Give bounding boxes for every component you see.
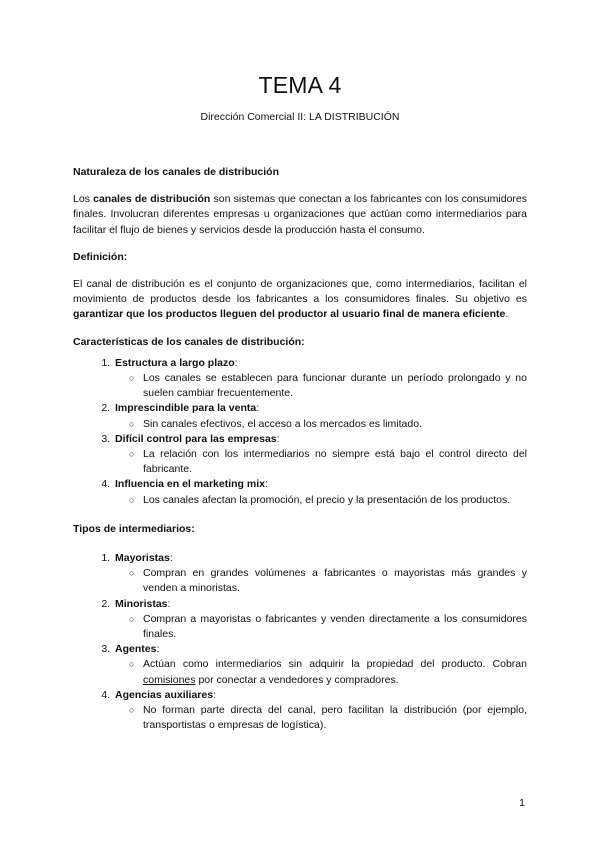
section-heading-definicion: Definición: xyxy=(73,250,128,263)
sub-list xyxy=(115,657,527,687)
list-item xyxy=(113,551,527,597)
text-run: por conectar a vendedores y compradores. xyxy=(195,673,399,686)
list-item xyxy=(113,401,527,431)
item-label: Agentes xyxy=(115,643,157,656)
text-run: . xyxy=(505,308,509,321)
item-label: Imprescindible para la venta xyxy=(115,402,257,415)
list-item xyxy=(113,688,527,734)
list-item xyxy=(113,642,527,688)
sub-list-item: ○ La relación con los intermediarios no siempre está bajo el control directo del fabricante. xyxy=(143,447,527,477)
text-run: Actúan como intermediarios sin adquirir la propiedad del producto. Cobran xyxy=(143,658,527,671)
list-item xyxy=(113,477,527,507)
list-caracteristicas xyxy=(73,356,527,508)
item-suffix: : xyxy=(256,402,260,415)
sub-list xyxy=(115,493,527,508)
sub-list xyxy=(115,612,527,642)
paragraph-naturaleza xyxy=(73,192,527,238)
sub-list-item: ○ Los canales se establecen para funcionar durante un período prolongado y no suelen cambiar frecuentemente. xyxy=(143,371,527,401)
section-heading-naturaleza: Naturaleza de los canales de distribución xyxy=(73,166,279,178)
text-run: El canal de distribución es el conjunto de organizaciones que, como intermediarios, facilitan el movimiento de productos desde los fabricantes a los consumidores finales. Su objetivo es xyxy=(73,278,527,306)
sub-list-item xyxy=(143,657,527,687)
item-label: Agencias auxiliares xyxy=(115,688,214,701)
sub-list xyxy=(115,566,527,596)
sub-list xyxy=(115,371,527,401)
comisiones-link[interactable]: comisiones xyxy=(143,673,196,686)
list-tipos xyxy=(73,551,527,733)
item-suffix: : xyxy=(213,688,216,701)
text-run: Los xyxy=(73,193,94,206)
list-item xyxy=(113,432,527,478)
paragraph-definicion xyxy=(73,277,527,323)
item-suffix: : xyxy=(264,478,268,491)
item-suffix: : xyxy=(169,552,173,565)
page-subtitle: Dirección Comercial II: LA DISTRIBUCIÓN xyxy=(200,111,400,123)
list-item xyxy=(113,356,527,402)
sub-list xyxy=(115,417,527,432)
section-heading-tipos: Tipos de intermediarios: xyxy=(73,522,195,535)
item-label: Influencia en el marketing mix xyxy=(115,478,265,491)
sub-list-item: ○ No forman parte directa del canal, pero facilitan la distribución (por ejemplo, transportistas o empresas de logística). xyxy=(143,703,527,733)
document-body xyxy=(73,165,527,748)
sub-list-item: ○ Compran en grandes volúmenes a fabricantes o mayoristas más grandes y venden a minoristas. xyxy=(143,566,527,596)
item-suffix: : xyxy=(167,597,171,610)
page-number: 1 xyxy=(519,797,525,809)
page-title: TEMA 4 xyxy=(258,72,342,98)
sub-list-item: ○ Sin canales efectivos, el acceso a los mercados es limitado. xyxy=(143,417,527,432)
item-label: Estructura a largo plazo xyxy=(115,356,235,369)
sub-list-item: ○ Los canales afectan la promoción, el precio y la presentación de los productos. xyxy=(143,493,527,508)
bold-term: garantizar que los productos lleguen del productor al usuario final de manera eficiente xyxy=(73,308,506,321)
section-heading-caracteristicas: Características de los canales de distribución: xyxy=(73,335,305,348)
item-suffix: : xyxy=(276,432,280,445)
item-label: Minoristas xyxy=(115,597,168,610)
sub-list-item: ○ Compran a mayoristas o fabricantes y venden directamente a los consumidores finales. xyxy=(143,612,527,642)
sub-list xyxy=(115,447,527,477)
item-label: Difícil control para las empresas xyxy=(115,432,277,445)
list-item xyxy=(113,597,527,643)
item-suffix: : xyxy=(234,356,238,369)
bold-term: canales de distribución xyxy=(93,193,211,206)
text-run: son sistemas que conectan a los fabricantes con los consumidores finales. Involucran diferentes empresas u organizaciones que actúan como intermediarios para facilitar el flujo de bienes y servicios desde la producción hasta el consumo. xyxy=(73,193,527,236)
sub-list xyxy=(115,703,527,733)
item-suffix: : xyxy=(156,643,160,656)
item-label: Mayoristas xyxy=(115,552,170,565)
